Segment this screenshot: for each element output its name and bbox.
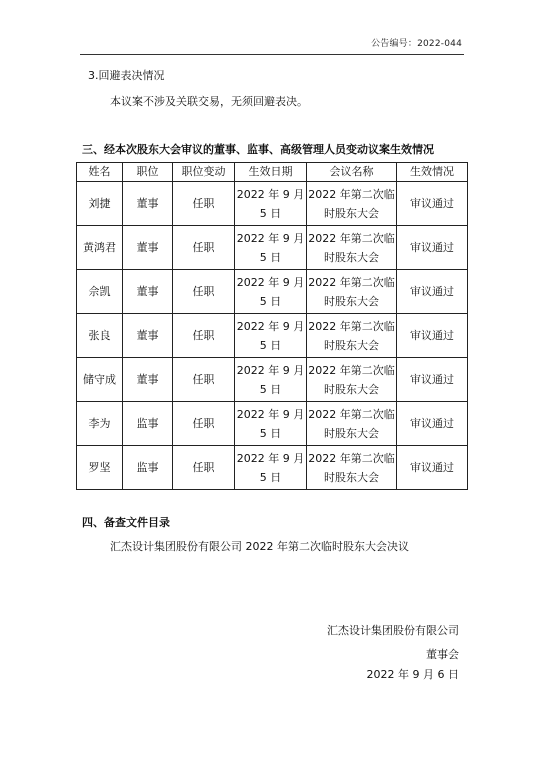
header-status: 生效情况 — [397, 163, 468, 182]
effectiveness-table-wrapper — [76, 162, 467, 490]
cell-meeting — [307, 446, 397, 490]
meeting-line-2: 时股东大会 — [324, 470, 379, 484]
section-three-title: 三、经本次股东大会审议的董事、监事、高级管理人员变动议案生效情况 — [82, 143, 434, 156]
cell-date — [235, 446, 307, 490]
meeting-line-1: 2022 年第二次临 — [308, 231, 395, 245]
section-3-body: 本议案不涉及关联交易，无须回避表决。 — [110, 95, 308, 108]
header-name: 姓名 — [77, 163, 123, 182]
cell-date — [235, 402, 307, 446]
cell-status: 审议通过 — [397, 182, 468, 226]
cell-position: 董事 — [123, 358, 173, 402]
cell-meeting — [307, 182, 397, 226]
cell-meeting — [307, 402, 397, 446]
cell-status: 审议通过 — [397, 358, 468, 402]
meeting-line-2: 时股东大会 — [324, 426, 379, 440]
table-row — [77, 182, 468, 226]
date-line-1: 2022 年 9 月 — [236, 319, 305, 333]
cell-date — [235, 182, 307, 226]
date-line-2: 5 日 — [259, 382, 282, 396]
cell-date — [235, 358, 307, 402]
cell-status: 审议通过 — [397, 402, 468, 446]
meeting-line-1: 2022 年第二次临 — [308, 187, 395, 201]
cell-position: 监事 — [123, 446, 173, 490]
signature-board: 董事会 — [426, 648, 459, 661]
table-row — [77, 226, 468, 270]
meeting-line-1: 2022 年第二次临 — [308, 407, 395, 421]
cell-name: 李为 — [77, 402, 123, 446]
signature-date: 2022 年 9 月 6 日 — [366, 668, 459, 681]
cell-change: 任职 — [173, 402, 235, 446]
header-change: 职位变动 — [173, 163, 235, 182]
header-date: 生效日期 — [235, 163, 307, 182]
cell-name: 黄鸿君 — [77, 226, 123, 270]
cell-meeting — [307, 314, 397, 358]
effectiveness-table — [76, 162, 468, 490]
cell-name: 刘捷 — [77, 182, 123, 226]
cell-status: 审议通过 — [397, 226, 468, 270]
meeting-line-2: 时股东大会 — [324, 338, 379, 352]
cell-meeting — [307, 270, 397, 314]
cell-change: 任职 — [173, 270, 235, 314]
table-row — [77, 446, 468, 490]
cell-date — [235, 314, 307, 358]
meeting-line-2: 时股东大会 — [324, 294, 379, 308]
cell-date — [235, 270, 307, 314]
cell-status: 审议通过 — [397, 270, 468, 314]
meeting-line-2: 时股东大会 — [324, 206, 379, 220]
table-header-row — [77, 163, 468, 182]
date-line-2: 5 日 — [259, 470, 282, 484]
cell-change: 任职 — [173, 182, 235, 226]
cell-name: 张良 — [77, 314, 123, 358]
date-line-1: 2022 年 9 月 — [236, 275, 305, 289]
section-3-heading: 3.回避表决情况 — [88, 69, 165, 82]
cell-position: 董事 — [123, 314, 173, 358]
cell-status: 审议通过 — [397, 446, 468, 490]
cell-position: 监事 — [123, 402, 173, 446]
section-four-item: 汇杰设计集团股份有限公司 2022 年第二次临时股东大会决议 — [110, 540, 409, 553]
cell-change: 任职 — [173, 358, 235, 402]
meeting-line-1: 2022 年第二次临 — [308, 319, 395, 333]
meeting-line-2: 时股东大会 — [324, 250, 379, 264]
signature-company: 汇杰设计集团股份有限公司 — [327, 624, 459, 637]
cell-name: 佘凯 — [77, 270, 123, 314]
table-row — [77, 402, 468, 446]
meeting-line-1: 2022 年第二次临 — [308, 451, 395, 465]
cell-status: 审议通过 — [397, 314, 468, 358]
cell-meeting — [307, 358, 397, 402]
section-four-title: 四、备查文件目录 — [82, 516, 170, 529]
date-line-2: 5 日 — [259, 294, 282, 308]
date-line-1: 2022 年 9 月 — [236, 231, 305, 245]
date-line-1: 2022 年 9 月 — [236, 363, 305, 377]
date-line-1: 2022 年 9 月 — [236, 407, 305, 421]
cell-change: 任职 — [173, 446, 235, 490]
cell-change: 任职 — [173, 314, 235, 358]
meeting-line-1: 2022 年第二次临 — [308, 275, 395, 289]
cell-name: 罗坚 — [77, 446, 123, 490]
date-line-2: 5 日 — [259, 426, 282, 440]
date-line-2: 5 日 — [259, 206, 282, 220]
header-position: 职位 — [123, 163, 173, 182]
cell-position: 董事 — [123, 182, 173, 226]
meeting-line-1: 2022 年第二次临 — [308, 363, 395, 377]
cell-meeting — [307, 226, 397, 270]
meeting-line-2: 时股东大会 — [324, 382, 379, 396]
cell-name: 储守成 — [77, 358, 123, 402]
table-row — [77, 358, 468, 402]
cell-date — [235, 226, 307, 270]
header-meeting: 会议名称 — [307, 163, 397, 182]
cell-position: 董事 — [123, 270, 173, 314]
date-line-2: 5 日 — [259, 250, 282, 264]
table-row — [77, 270, 468, 314]
header-divider — [80, 54, 464, 55]
date-line-1: 2022 年 9 月 — [236, 187, 305, 201]
announcement-code: 公告编号：2022-044 — [371, 39, 462, 49]
cell-change: 任职 — [173, 226, 235, 270]
table-row — [77, 314, 468, 358]
date-line-2: 5 日 — [259, 338, 282, 352]
date-line-1: 2022 年 9 月 — [236, 451, 305, 465]
cell-position: 董事 — [123, 226, 173, 270]
